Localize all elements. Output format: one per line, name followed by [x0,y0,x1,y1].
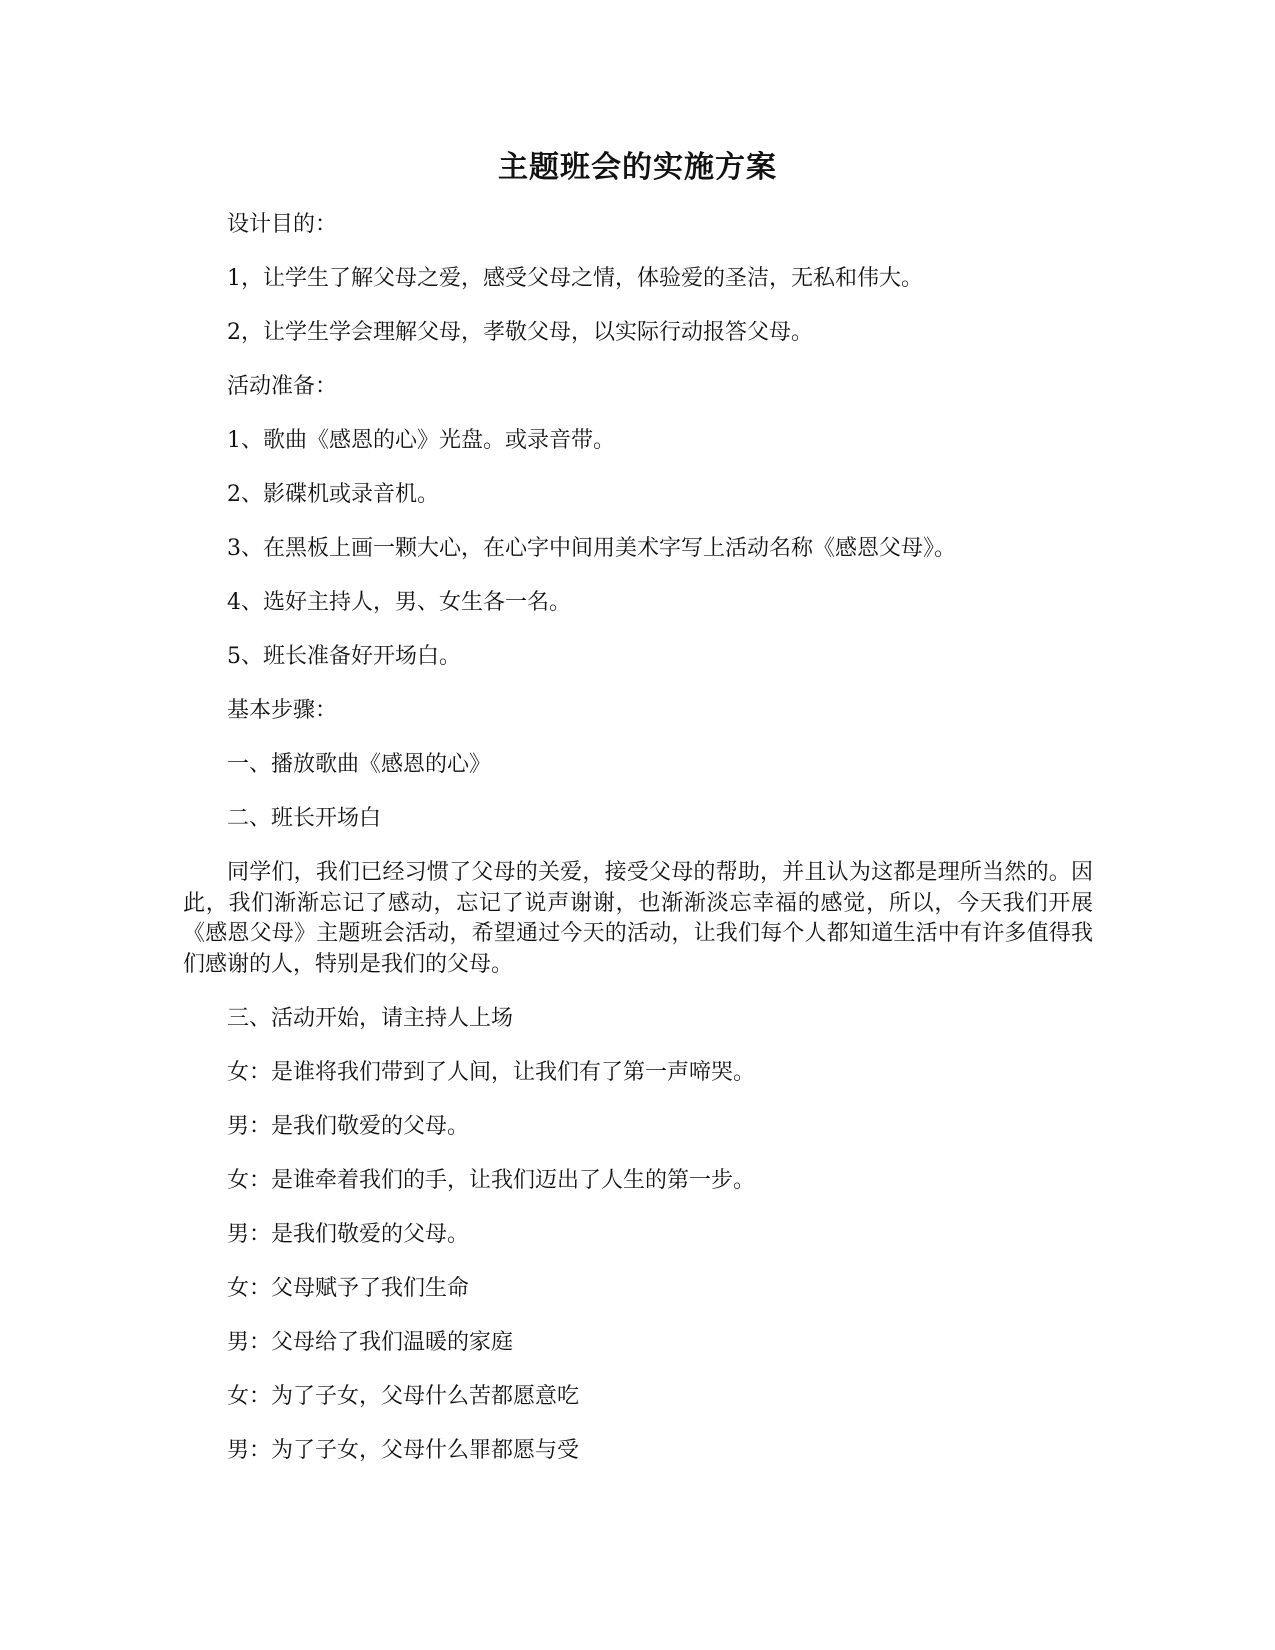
paragraph-preparation-5: 5、班长准备好开场白。 [227,644,461,669]
paragraph-purpose-1: 1，让学生了解父母之爱，感受父母之情，体验爱的圣洁，无私和伟大。 [227,266,923,291]
paragraph-preparation-2: 2、影碟机或录音机。 [227,482,439,507]
dialogue-line-5: 女：父母赋予了我们生命 [227,1276,470,1301]
dialogue-line-6: 男：父母给了我们温暖的家庭 [227,1330,514,1355]
dialogue-line-8: 男：为了子女，父母什么罪都愿与受 [227,1438,580,1463]
paragraph-step-1: 一、播放歌曲《感恩的心》 [227,752,492,777]
dialogue-line-1: 女：是谁将我们带到了人间，让我们有了第一声啼哭。 [227,1060,756,1085]
dialogue-line-7: 女：为了子女，父母什么苦都愿意吃 [227,1384,580,1409]
paragraph-preparation-heading: 活动准备： [227,374,338,399]
paragraph-steps-heading: 基本步骤： [227,698,338,723]
document-title: 主题班会的实施方案 [498,150,777,185]
paragraph-design-purpose-heading: 设计目的： [227,212,338,237]
document-body [183,210,1093,1490]
paragraph-preparation-4: 4、选好主持人，男、女生各一名。 [227,590,571,615]
paragraph-preparation-3: 3、在黑板上画一颗大心，在心字中间用美术字写上活动名称《感恩父母》。 [227,536,956,561]
paragraph-step-2: 二、班长开场白 [227,806,382,831]
paragraph-preparation-1: 1、歌曲《感恩的心》光盘。或录音带。 [227,428,615,453]
dialogue-line-3: 女：是谁牵着我们的手，让我们迈出了人生的第一步。 [227,1168,756,1193]
paragraph-step-3: 三、活动开始，请主持人上场 [227,1006,514,1031]
dialogue-line-4: 男：是我们敬爱的父母。 [227,1222,470,1247]
paragraph-opening-speech: 同学们，我们已经习惯了父母的关爱，接受父母的帮助，并且认为这都是理所当然的。因此，我们渐渐忘记了感动，忘记了说声谢谢，也渐渐淡忘幸福的感觉，所以，今天我们开展《感恩父母》主题班会活动，希望通过今天的活动，让我们每个人都知道生活中有许多值得我们感谢的人，特别是我们的父母。 [183,860,1093,977]
paragraph-purpose-2: 2，让学生学会理解父母，孝敬父母，以实际行动报答父母。 [227,320,813,345]
dialogue-line-2: 男：是我们敬爱的父母。 [227,1114,470,1139]
